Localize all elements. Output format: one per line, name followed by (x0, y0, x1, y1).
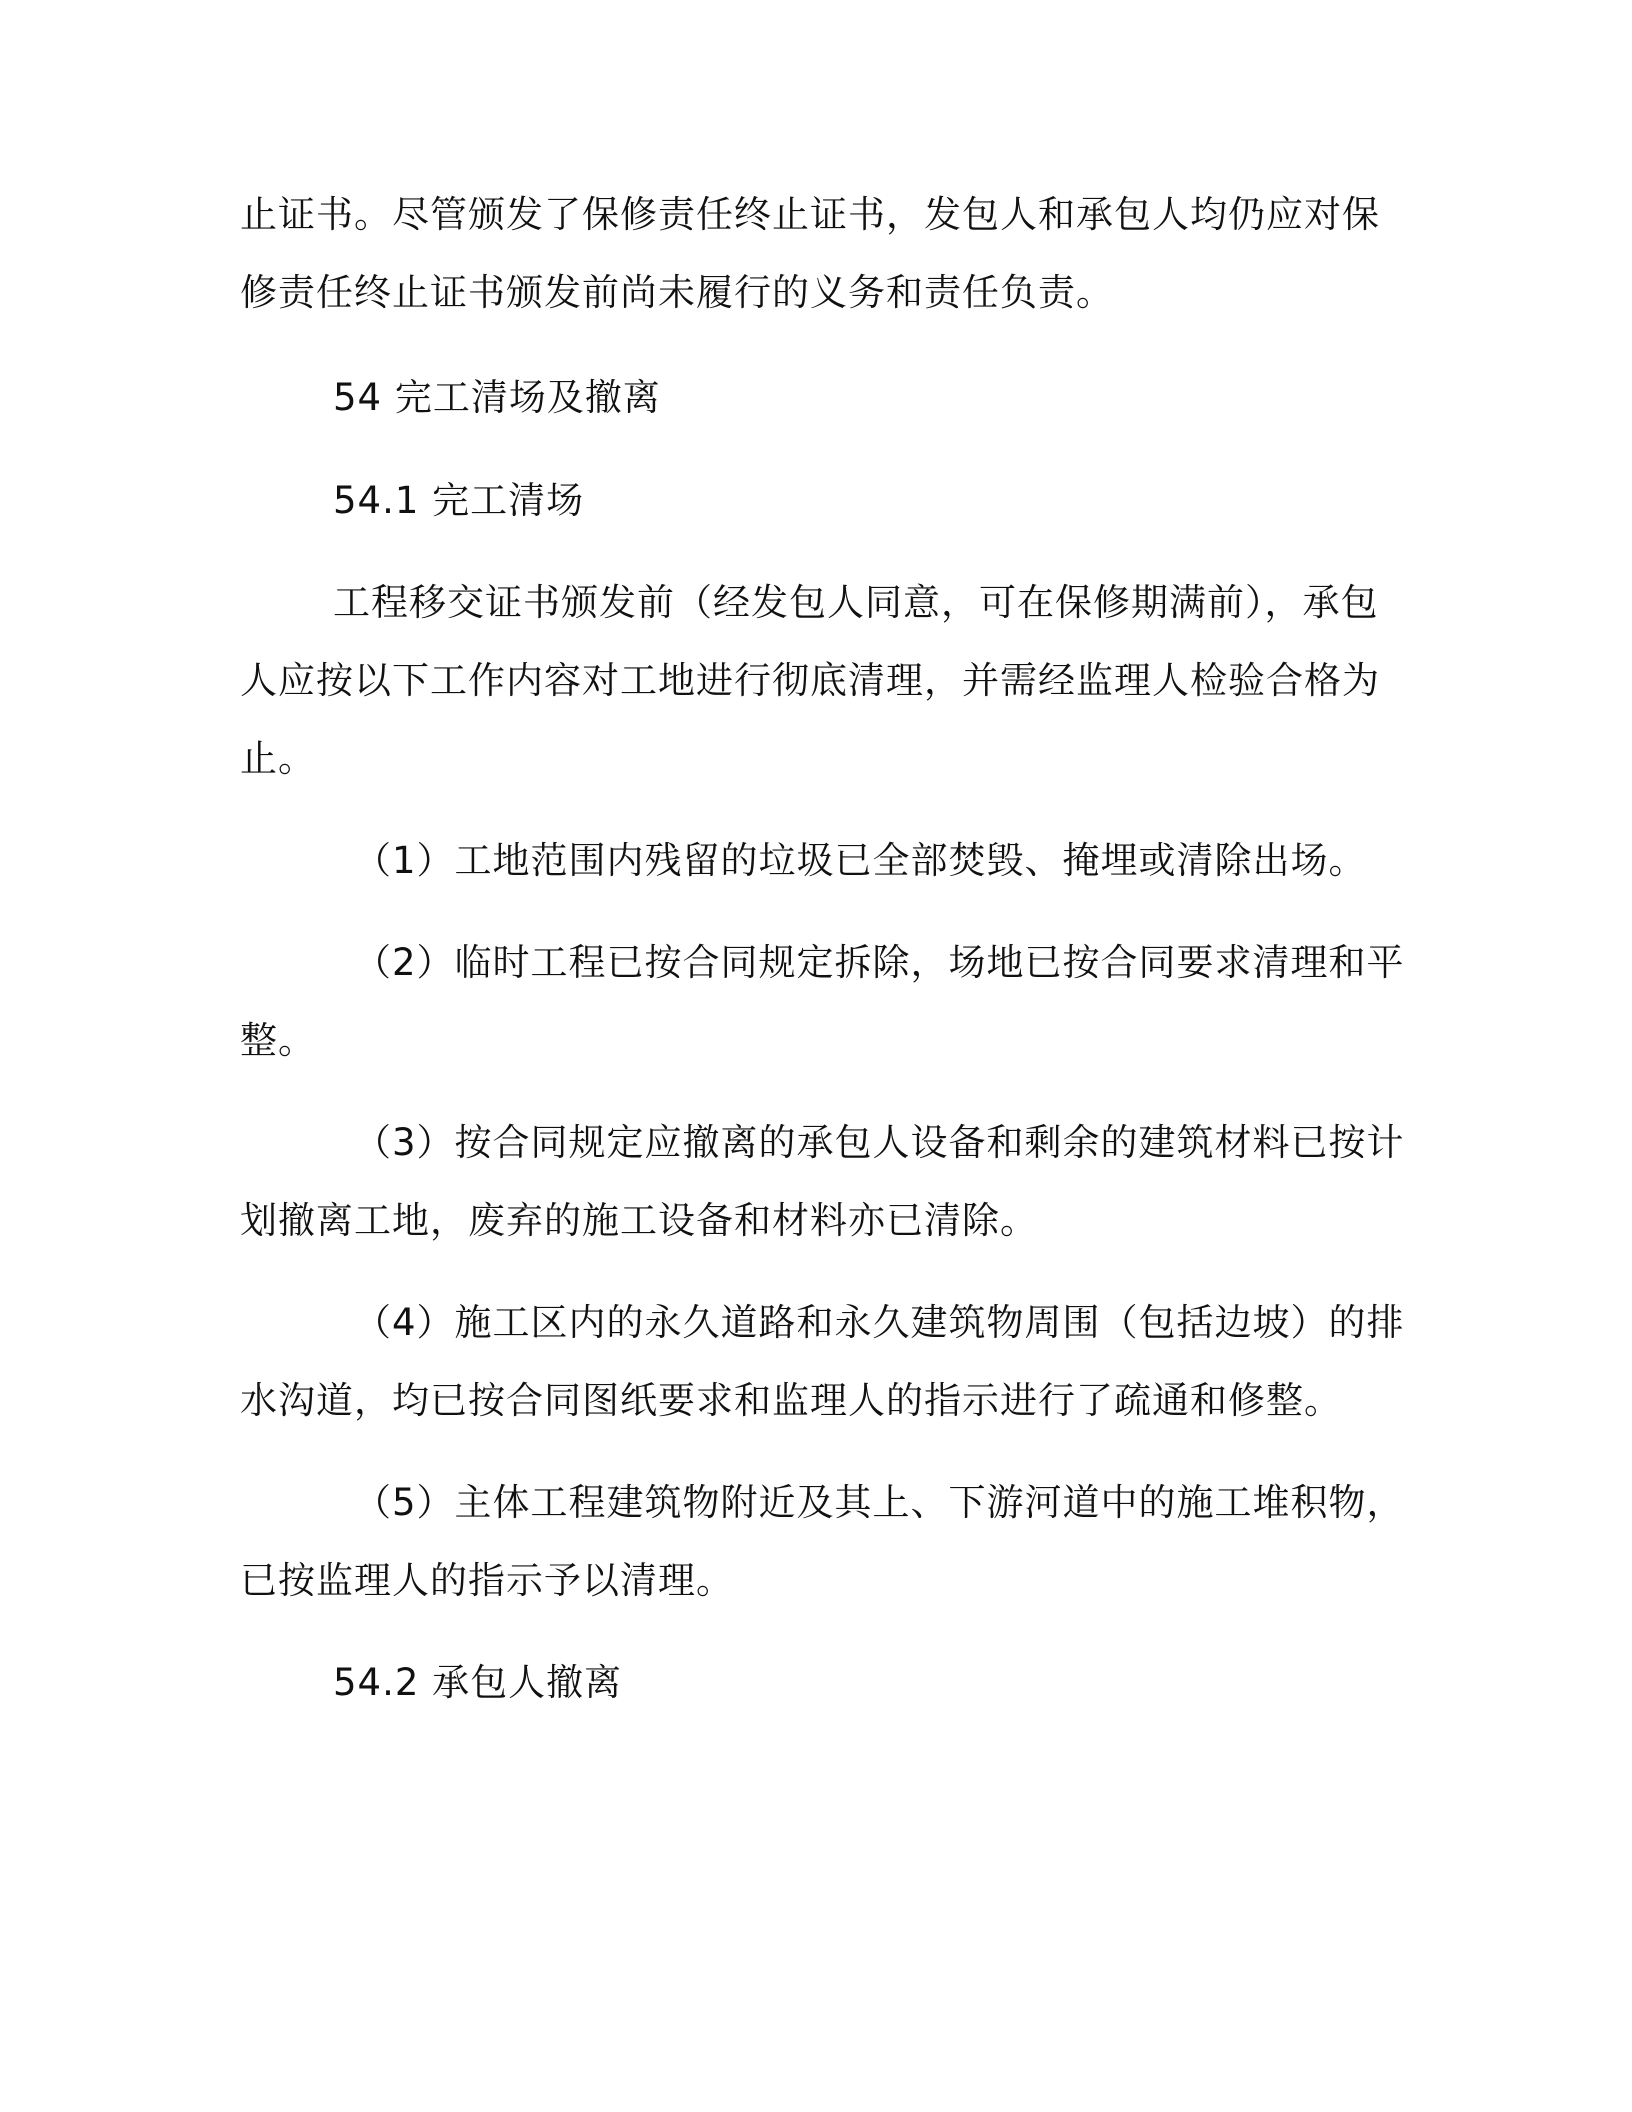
list-item: （2）临时工程已按合同规定拆除，场地已按合同要求清理和平 (354, 941, 1405, 984)
body-text-line: 人应按以下工作内容对工地进行彻底清理，并需经监理人检验合格为 (240, 659, 1380, 702)
body-text-line: 止。 (240, 737, 316, 780)
subsection-heading: 54.1 完工清场 (333, 479, 585, 522)
body-text-line: 划撤离工地，废弃的施工设备和材料亦已清除。 (240, 1199, 1038, 1242)
list-item: （3）按合同规定应撤离的承包人设备和剩余的建筑材料已按计 (354, 1121, 1405, 1164)
list-item: （5）主体工程建筑物附近及其上、下游河道中的施工堆积物， (354, 1481, 1405, 1524)
list-item: （1）工地范围内残留的垃圾已全部焚毁、掩埋或清除出场。 (354, 839, 1367, 882)
body-text-line: 工程移交证书颁发前（经发包人同意，可在保修期满前），承包 (333, 581, 1379, 624)
subsection-heading: 54.2 承包人撤离 (333, 1661, 623, 1704)
list-item: （4）施工区内的永久道路和永久建筑物周围（包括边坡）的排 (354, 1301, 1405, 1344)
body-text-line: 水沟道，均已按合同图纸要求和监理人的指示进行了疏通和修整。 (240, 1379, 1342, 1422)
body-text-line: 止证书。尽管颁发了保修责任终止证书，发包人和承包人均仍应对保 (240, 193, 1380, 236)
body-text-line: 整。 (240, 1019, 316, 1062)
body-text-line: 已按监理人的指示予以清理。 (240, 1559, 734, 1602)
body-text-line: 修责任终止证书颁发前尚未履行的义务和责任负责。 (240, 271, 1114, 314)
section-heading: 54 完工清场及撤离 (333, 376, 661, 419)
